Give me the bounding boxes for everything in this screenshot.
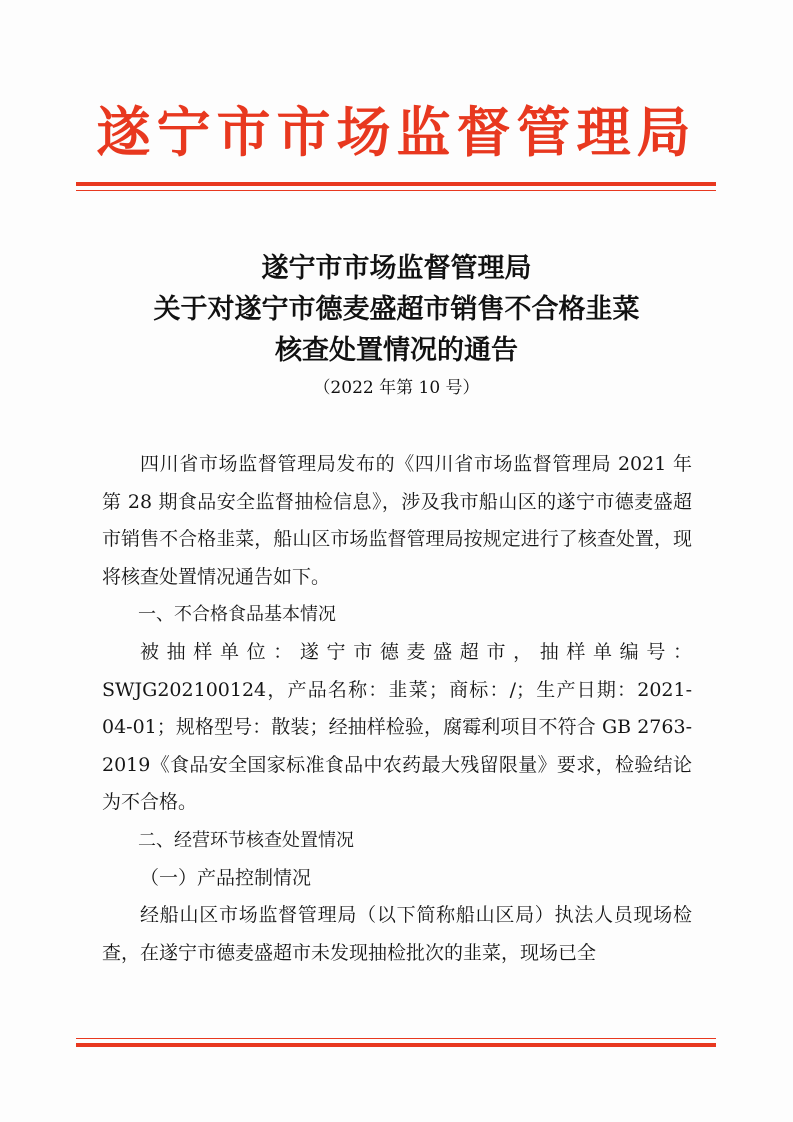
subsection-1-heading: （一）产品控制情况 bbox=[140, 866, 312, 889]
footer-rule-thin bbox=[76, 1038, 716, 1039]
section-2-heading: 二、经营环节核查处置情况 bbox=[138, 829, 354, 851]
footer-rule-thick bbox=[76, 1043, 716, 1047]
intro-paragraph: 四川省市场监督管理局发布的《四川省市场监督管理局 2021 年第 28 期食品安全监督抽检信息》，涉及我市船山区的遂宁市德麦盛超市销售不合格韭菜，船山区市场监督管理局按规定进行了核查处置，现将核查处置情况通告如下。 bbox=[102, 453, 692, 588]
document-body bbox=[102, 446, 692, 972]
agency-letterhead: 遂宁市市场监督管理局 bbox=[96, 100, 697, 164]
subsection-1-paragraph: 经船山区市场监督管理局（以下简称船山区局）执法人员现场检查，在遂宁市德麦盛超市未发现抽检批次的韭菜，现场已全 bbox=[102, 904, 692, 964]
section-1-paragraph: 被抽样单位：遂宁市德麦盛超市，抽样单编号：SWJG202100124，产品名称：韭菜；商标：/；生产日期：2021-04-01；规格型号：散装；经抽样检验，腐霉利项目不符合 GB 2763-2019《食品安全国家标准食品中农药最大残留限量》要求，检验结论为不合格。 bbox=[102, 640, 692, 814]
section-1-heading: 一、不合格食品基本情况 bbox=[138, 604, 336, 626]
title-line-1: 遂宁市市场监督管理局 bbox=[261, 253, 532, 284]
document-title-block bbox=[0, 248, 793, 403]
document-number: （2022 年第 10 号） bbox=[313, 378, 480, 398]
header-rule-thin bbox=[76, 190, 716, 191]
title-line-2: 关于对遂宁市德麦盛超市销售不合格韭菜 bbox=[153, 294, 640, 325]
title-line-3: 核查处置情况的通告 bbox=[275, 335, 518, 366]
header-rule-thick bbox=[76, 182, 716, 186]
